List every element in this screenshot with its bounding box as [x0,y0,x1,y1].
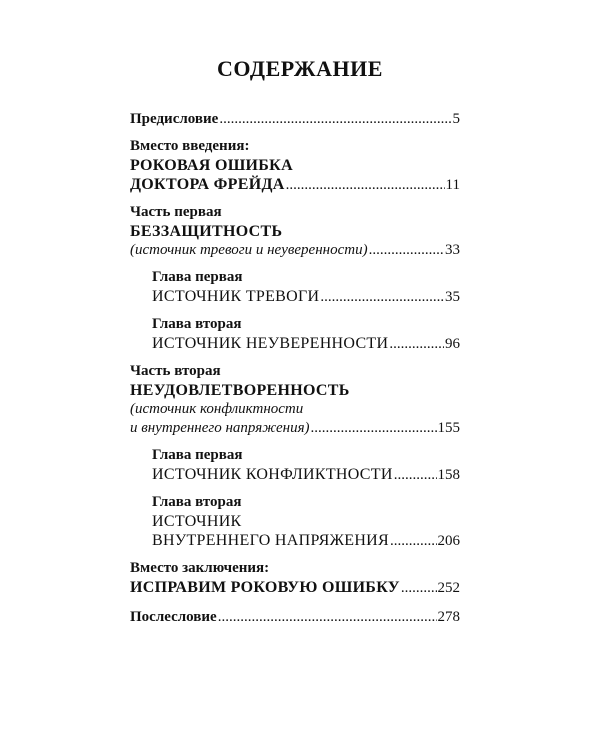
toc-entry-part2[interactable] [130,419,460,438]
toc-page-number: 33 [445,242,460,258]
dot-leader [311,419,437,438]
toc-label: Послесловие [130,609,217,625]
toc-entry-chapter[interactable] [152,531,460,551]
dot-leader [218,608,437,627]
dot-leader [320,288,444,307]
toc-label: (источник тревоги и неуверенности) [130,242,368,258]
toc-part1-title: БЕЗЗАЩИТНОСТЬ [130,223,283,240]
toc-chapter-title: ИСТОЧНИК [152,513,242,530]
toc-chapter-heading: Глава первая [152,447,243,463]
toc-intro-heading: Вместо введения: [130,138,250,154]
toc-label: ИСТОЧНИК ТРЕВОГИ [152,288,320,305]
toc-entry-chapter[interactable] [152,287,460,307]
toc-label: ДОКТОРА ФРЕЙДА [130,176,285,193]
toc-intro-title: РОКОВАЯ ОШИБКА [130,157,293,174]
toc-conclusion-heading: Вместо заключения: [130,560,270,576]
page-title: СОДЕРЖАНИЕ [217,56,383,81]
toc-chapter-heading: Глава вторая [152,316,242,332]
toc-entry-conclusion[interactable] [130,578,460,598]
toc-page-number: 5 [452,111,460,127]
toc-part2-subtitle: (источник конфликтности [130,401,304,417]
toc-page-number: 206 [437,533,460,549]
table-of-contents [130,110,460,627]
toc-label: Предисловие [130,111,219,127]
toc-page-number: 11 [445,177,460,193]
toc-entry-intro[interactable] [130,175,460,195]
toc-chapter-heading: Глава первая [152,269,243,285]
dot-leader [219,110,451,129]
toc-entry-part1[interactable] [130,241,460,260]
toc-label: ВНУТРЕННЕГО НАПРЯЖЕНИЯ [152,532,390,549]
dot-leader [286,176,445,195]
toc-label: ИСТОЧНИК НЕУВЕРЕННОСТИ [152,335,389,352]
dot-leader [389,335,444,354]
dot-leader [390,532,436,551]
toc-part1-heading: Часть первая [130,204,222,220]
toc-page-number: 96 [445,336,460,352]
dot-leader [394,466,437,485]
toc-part2-heading: Часть вторая [130,363,221,379]
toc-page-number: 158 [437,467,460,483]
dot-leader [369,241,444,260]
toc-entry-afterword[interactable] [130,608,460,627]
dot-leader [401,579,437,598]
toc-entry-preface[interactable] [130,110,460,129]
toc-part2-title: НЕУДОВЛЕТВОРЕННОСТЬ [130,382,350,399]
toc-page-number: 252 [437,580,460,596]
toc-chapter-heading: Глава вторая [152,494,242,510]
toc-label: и внутреннего напряжения) [130,420,310,436]
toc-page-number: 278 [437,609,460,625]
toc-label: ИСПРАВИМ РОКОВУЮ ОШИБКУ [130,579,400,596]
toc-entry-chapter[interactable] [152,465,460,485]
toc-entry-chapter[interactable] [152,334,460,354]
toc-page-number: 155 [437,420,460,436]
toc-page-number: 35 [445,289,460,305]
toc-label: ИСТОЧНИК КОНФЛИКТНОСТИ [152,466,393,483]
